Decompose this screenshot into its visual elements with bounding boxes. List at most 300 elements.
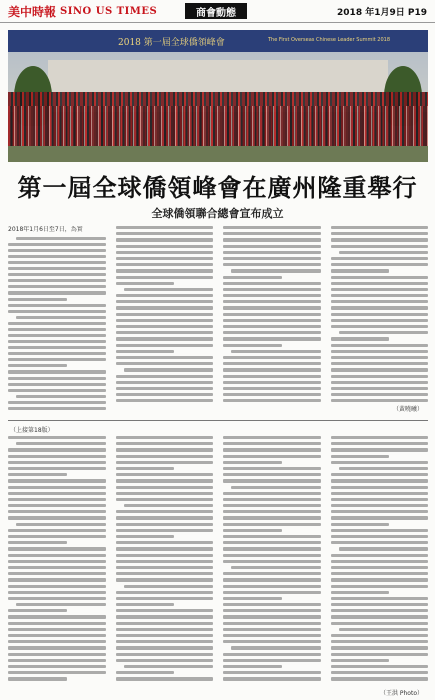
- text-line: [116, 442, 214, 445]
- text-line: [116, 591, 214, 594]
- text-line: [331, 393, 429, 396]
- text-line: [8, 578, 106, 581]
- text-line: [223, 288, 321, 291]
- text-line: [8, 407, 106, 410]
- text-line: [331, 325, 429, 328]
- text-line: [116, 492, 214, 495]
- text-line: [331, 603, 429, 606]
- text-line: [8, 572, 106, 575]
- text-line: [223, 467, 321, 470]
- text-line: [223, 306, 321, 309]
- text-line: [8, 541, 67, 544]
- text-line: [8, 473, 67, 476]
- text-line: [8, 358, 106, 361]
- text-line: [223, 622, 321, 625]
- text-line: [116, 381, 214, 384]
- text-column: [116, 226, 214, 410]
- text-line: [8, 498, 106, 501]
- text-line: [8, 364, 67, 367]
- text-line: [16, 316, 106, 319]
- text-line: [116, 510, 214, 513]
- text-line: [8, 671, 106, 674]
- text-line: [8, 653, 106, 656]
- text-line: [331, 609, 429, 612]
- text-line: [116, 269, 214, 272]
- text-line: [8, 615, 106, 618]
- text-line: [116, 238, 214, 241]
- text-line: [124, 368, 214, 371]
- text-line: [223, 516, 321, 519]
- text-line: [223, 337, 321, 340]
- text-line: [331, 300, 429, 303]
- text-line: [331, 566, 429, 569]
- text-line: [331, 319, 429, 322]
- text-line: [223, 473, 321, 476]
- text-line: [116, 541, 214, 544]
- text-column: [331, 436, 429, 684]
- text-line: [116, 294, 214, 297]
- text-line: [223, 634, 321, 637]
- text-line: [223, 282, 321, 285]
- text-line: [8, 448, 106, 451]
- text-line: [16, 237, 106, 240]
- text-line: [116, 313, 214, 316]
- text-line: [223, 436, 321, 439]
- text-line: [116, 257, 214, 260]
- text-line: [116, 634, 214, 637]
- text-line: [223, 535, 321, 538]
- text-line: [116, 628, 214, 631]
- text-line: [223, 381, 321, 384]
- text-line: [116, 399, 214, 402]
- article-headline: 第一屆全球僑領峰會在廣州隆重舉行: [17, 173, 418, 202]
- text-line: [124, 665, 214, 668]
- text-line: [8, 529, 106, 532]
- text-line: [116, 232, 214, 235]
- author-byline: （黃曉曦）: [392, 406, 423, 413]
- text-line: [223, 529, 282, 532]
- text-line: [116, 554, 214, 557]
- text-line: [223, 671, 321, 674]
- text-line: [231, 566, 321, 569]
- text-line: [331, 541, 429, 544]
- text-line: [223, 294, 321, 297]
- text-line: [8, 479, 106, 482]
- text-line: [331, 306, 429, 309]
- text-line: [116, 455, 214, 458]
- brand-name-zh: 美中時報: [8, 4, 57, 19]
- text-line: [331, 640, 429, 643]
- text-line: [8, 461, 106, 464]
- text-line: [116, 325, 214, 328]
- text-line: [116, 479, 214, 482]
- brand-name-en: SINO US TIMES: [60, 5, 158, 17]
- text-line: [331, 232, 429, 235]
- text-line: [223, 609, 321, 612]
- section-badge: 商會動態: [185, 3, 247, 19]
- text-line: [331, 368, 429, 371]
- text-line: [223, 640, 321, 643]
- text-line: [8, 467, 106, 470]
- section-divider: [8, 420, 428, 421]
- text-line: [116, 615, 214, 618]
- text-line: [8, 436, 106, 439]
- text-line: [223, 665, 282, 668]
- text-line: [223, 585, 321, 588]
- text-line: [331, 238, 429, 241]
- text-line: [8, 560, 106, 563]
- text-line: [223, 597, 282, 600]
- text-line: [116, 331, 214, 334]
- text-line: [223, 677, 321, 680]
- text-line: [223, 331, 321, 334]
- text-line: [231, 646, 321, 649]
- text-line: [223, 455, 321, 458]
- text-line: [223, 356, 321, 359]
- text-line: [331, 288, 429, 291]
- text-line: [331, 263, 429, 266]
- text-line: [223, 245, 321, 248]
- text-line: [331, 337, 390, 340]
- text-line: [331, 399, 429, 402]
- text-line: [8, 640, 106, 643]
- text-line: [223, 572, 321, 575]
- text-line: [223, 591, 321, 594]
- text-line: [339, 251, 429, 254]
- text-line: [223, 238, 321, 241]
- text-line: [339, 331, 429, 334]
- text-line: [331, 510, 429, 513]
- text-line: [116, 529, 214, 532]
- text-line: [331, 375, 429, 378]
- text-line: [331, 677, 429, 680]
- text-line: [331, 257, 429, 260]
- text-line: [223, 251, 321, 254]
- text-line: [8, 340, 106, 343]
- text-line: [331, 597, 429, 600]
- text-line: [331, 498, 429, 501]
- text-line: [116, 498, 214, 501]
- text-line: [116, 603, 175, 606]
- text-line: [223, 541, 321, 544]
- text-line: [8, 334, 106, 337]
- text-line: [124, 288, 214, 291]
- text-line: [116, 251, 214, 254]
- text-column: [331, 226, 429, 410]
- text-line: [223, 479, 321, 482]
- text-line: [8, 504, 106, 507]
- text-line: [116, 356, 214, 359]
- text-line: [223, 399, 321, 402]
- text-line: [331, 479, 429, 482]
- article-columns-bottom: [8, 436, 428, 684]
- text-line: [339, 628, 429, 631]
- text-line: [223, 554, 321, 557]
- text-line: [8, 304, 106, 307]
- text-line: [8, 352, 106, 355]
- text-line: [8, 516, 106, 519]
- text-line: [331, 653, 429, 656]
- text-line: [223, 560, 321, 563]
- text-line: [223, 603, 321, 606]
- text-line: [223, 226, 321, 229]
- article-subhead: 全球僑領聯合總會宣布成立: [151, 207, 284, 220]
- text-line: [8, 677, 67, 680]
- text-line: [331, 276, 429, 279]
- text-line: [223, 510, 321, 513]
- text-line: [331, 492, 429, 495]
- text-line: [116, 393, 214, 396]
- text-line: [8, 622, 106, 625]
- text-line: [116, 276, 214, 279]
- text-line: [8, 298, 67, 301]
- text-line: [8, 328, 106, 331]
- text-line: [116, 448, 214, 451]
- text-line: [331, 473, 429, 476]
- text-line: [116, 609, 214, 612]
- text-line: [331, 245, 429, 248]
- continued-marker: （上接第18版）: [10, 427, 54, 434]
- text-line: [8, 628, 106, 631]
- text-line: [8, 267, 106, 270]
- text-line: [116, 362, 214, 365]
- text-line: [223, 276, 282, 279]
- text-line: [331, 671, 429, 674]
- text-line: [331, 572, 429, 575]
- text-line: [16, 603, 106, 606]
- text-line: [8, 273, 106, 276]
- text-line: [8, 597, 106, 600]
- text-line: [339, 547, 429, 550]
- text-line: [116, 226, 214, 229]
- text-line: [331, 523, 390, 526]
- text-line: [16, 395, 106, 398]
- text-line: [223, 344, 282, 347]
- text-line: [331, 585, 429, 588]
- text-line: [8, 285, 106, 288]
- text-line: [223, 659, 321, 662]
- text-line: [331, 269, 390, 272]
- text-line: [116, 473, 214, 476]
- text-line: [116, 560, 214, 563]
- text-line: [8, 659, 106, 662]
- text-line: [331, 591, 390, 594]
- text-line: [116, 516, 214, 519]
- text-line: [8, 401, 106, 404]
- text-line: [223, 325, 321, 328]
- text-line: [8, 634, 106, 637]
- text-line: [223, 300, 321, 303]
- summit-banner-english: The First Overseas Chinese Leader Summit 2018: [268, 37, 391, 43]
- text-line: [116, 578, 214, 581]
- text-line: [223, 319, 321, 322]
- photo-crowd-front: [8, 106, 428, 146]
- text-line: [116, 375, 214, 378]
- text-line: [8, 591, 106, 594]
- text-line: [223, 257, 321, 260]
- text-line: [223, 263, 321, 266]
- text-line: [231, 486, 321, 489]
- text-line: [223, 362, 321, 365]
- text-line: [8, 547, 106, 550]
- text-line: [223, 547, 321, 550]
- text-line: [331, 665, 429, 668]
- masthead: [0, 0, 435, 23]
- text-column: [8, 436, 106, 684]
- text-line: [339, 467, 429, 470]
- text-line: [8, 249, 106, 252]
- text-line: [331, 436, 429, 439]
- text-line: [116, 486, 214, 489]
- text-line: [223, 442, 321, 445]
- text-column: [8, 226, 106, 410]
- text-line: [116, 572, 214, 575]
- text-line: [116, 523, 214, 526]
- text-line: [116, 640, 214, 643]
- text-line: [116, 344, 214, 347]
- text-line: [331, 554, 429, 557]
- text-line: [116, 597, 214, 600]
- photo-ground: [8, 146, 428, 162]
- summit-banner: [8, 30, 428, 52]
- text-line: [116, 547, 214, 550]
- text-line: [116, 653, 214, 656]
- text-line: [116, 677, 214, 680]
- text-line: [8, 455, 106, 458]
- text-line: [223, 232, 321, 235]
- text-line: [8, 492, 106, 495]
- text-line: [223, 461, 282, 464]
- text-line: [223, 523, 321, 526]
- text-line: [331, 442, 429, 445]
- text-column: [116, 436, 214, 684]
- text-line: [331, 344, 429, 347]
- text-line: [116, 263, 214, 266]
- text-line: [8, 554, 106, 557]
- text-line: [223, 628, 321, 631]
- text-line: [331, 615, 429, 618]
- text-line: [116, 350, 175, 353]
- text-line: [223, 375, 321, 378]
- text-line: [116, 461, 214, 464]
- text-line: [331, 535, 429, 538]
- text-line: [331, 350, 429, 353]
- text-line: [331, 578, 429, 581]
- text-line: [16, 523, 106, 526]
- text-line: [331, 461, 429, 464]
- text-line: [331, 646, 429, 649]
- text-line: [8, 609, 67, 612]
- text-line: [8, 243, 106, 246]
- text-line: [116, 245, 214, 248]
- text-line: [116, 467, 175, 470]
- text-line: [8, 310, 106, 313]
- text-line: [8, 377, 106, 380]
- group-photo: [8, 30, 428, 162]
- text-line: [231, 350, 321, 353]
- text-line: [8, 370, 106, 373]
- text-line: [116, 622, 214, 625]
- text-line: [331, 448, 429, 451]
- text-line: [223, 492, 321, 495]
- text-line: [116, 646, 214, 649]
- text-line: [16, 442, 106, 445]
- text-line: [116, 671, 175, 674]
- text-line: [8, 383, 106, 386]
- text-line: [116, 306, 214, 309]
- text-line: [331, 560, 429, 563]
- text-line: [8, 486, 106, 489]
- text-line: [331, 282, 429, 285]
- text-line: [8, 291, 106, 294]
- text-column: [223, 226, 321, 410]
- dateline: 2018 年1月9日 P19: [337, 8, 427, 18]
- text-line: [331, 381, 429, 384]
- text-line: [223, 313, 321, 316]
- text-line: [223, 448, 321, 451]
- text-line: [8, 389, 106, 392]
- text-line: [223, 368, 321, 371]
- text-line: [331, 659, 390, 662]
- text-line: [8, 566, 106, 569]
- text-line: [331, 529, 429, 532]
- text-line: [223, 393, 321, 396]
- text-line: [116, 337, 214, 340]
- text-line: [8, 279, 106, 282]
- text-line: [116, 387, 214, 390]
- text-line: [223, 578, 321, 581]
- text-line: [331, 486, 429, 489]
- text-line: [116, 282, 175, 285]
- text-line: [8, 510, 106, 513]
- article-columns-top: [8, 226, 428, 410]
- text-line: [331, 294, 429, 297]
- text-line: [331, 226, 429, 229]
- lead-paragraph: 2018年1月6日至7日，為實: [8, 226, 83, 233]
- text-line: [331, 387, 429, 390]
- text-column: [223, 436, 321, 684]
- text-line: [331, 634, 429, 637]
- text-line: [331, 356, 429, 359]
- text-line: [124, 504, 214, 507]
- text-line: [8, 346, 106, 349]
- text-line: [231, 269, 321, 272]
- text-line: [223, 504, 321, 507]
- text-line: [116, 659, 214, 662]
- text-line: [223, 498, 321, 501]
- text-line: [331, 504, 429, 507]
- text-line: [331, 516, 429, 519]
- brand: [8, 3, 157, 19]
- text-line: [331, 313, 429, 316]
- text-line: [223, 387, 321, 390]
- text-line: [8, 665, 106, 668]
- text-line: [116, 566, 214, 569]
- text-line: [116, 300, 214, 303]
- text-line: [331, 622, 429, 625]
- text-line: [331, 455, 390, 458]
- text-line: [8, 585, 106, 588]
- text-line: [116, 319, 214, 322]
- text-line: [8, 261, 106, 264]
- text-line: [8, 255, 106, 258]
- text-line: [116, 535, 175, 538]
- summit-banner-title: 2018 第一屆全球僑領峰會: [118, 38, 225, 48]
- text-line: [8, 535, 106, 538]
- text-line: [116, 436, 214, 439]
- text-line: [8, 646, 106, 649]
- photo-credit: （王洪 Photo）: [379, 690, 423, 697]
